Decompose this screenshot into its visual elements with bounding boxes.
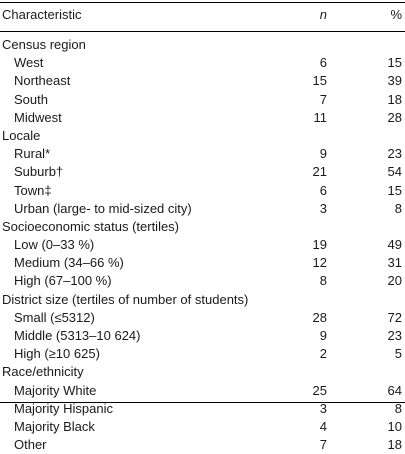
table-header-rule	[0, 31, 405, 32]
table-top-rule	[0, 2, 405, 3]
table-row	[0, 309, 405, 327]
table-row	[0, 109, 405, 127]
row-percent: 39	[387, 73, 402, 89]
row-n: 7	[319, 437, 327, 453]
row-percent: 72	[387, 309, 402, 325]
table-row	[0, 163, 405, 181]
row-label: Suburb†	[14, 164, 64, 180]
group-label: Race/ethnicity	[2, 364, 84, 380]
group-label: Locale	[2, 127, 41, 143]
row-label: Medium (34–66 %)	[14, 255, 124, 271]
row-percent: 20	[387, 273, 402, 289]
row-n: 9	[319, 146, 327, 162]
group-label: Socioeconomic status (tertiles)	[2, 218, 180, 234]
table-group-row	[0, 36, 405, 54]
table-row	[0, 182, 405, 200]
row-label: Rural*	[14, 146, 51, 162]
row-percent: 64	[387, 382, 402, 398]
row-n: 11	[313, 109, 327, 125]
table-row	[0, 200, 405, 218]
row-percent: 8	[394, 400, 402, 416]
row-percent: 18	[387, 437, 402, 453]
row-label: High (≥10 625)	[14, 346, 100, 362]
table-row	[0, 345, 405, 363]
row-n: 3	[319, 400, 327, 416]
row-n: 28	[312, 309, 327, 325]
table-header-row	[0, 7, 405, 27]
table-row	[0, 145, 405, 163]
row-label: Other	[14, 437, 47, 453]
table-row	[0, 54, 405, 72]
row-n: 2	[319, 346, 327, 362]
row-label: Majority Hispanic	[14, 400, 113, 416]
table-group-row	[0, 363, 405, 381]
row-n: 9	[319, 328, 327, 343]
row-percent: 31	[387, 255, 402, 271]
table-row	[0, 418, 405, 436]
row-percent: 49	[387, 237, 402, 253]
row-n: 8	[319, 273, 327, 289]
table-row	[0, 327, 405, 345]
row-percent: 54	[387, 164, 402, 180]
group-label: Census region	[2, 37, 86, 52]
table-body	[0, 36, 405, 454]
header-percent: %	[390, 7, 402, 22]
header-n: n	[319, 7, 327, 22]
row-n: 3	[319, 200, 327, 216]
table-row	[0, 272, 405, 290]
row-percent: 23	[387, 328, 402, 343]
row-label: Majority White	[14, 382, 97, 398]
table-bottom-rule	[0, 402, 405, 403]
row-percent: 28	[387, 109, 402, 125]
row-n: 6	[319, 55, 327, 71]
row-label: Urban (large- to mid-sized city)	[14, 200, 192, 216]
table-group-row	[0, 218, 405, 236]
row-label: Low (0–33 %)	[14, 237, 95, 253]
row-label: Middle (5313–10 624)	[14, 328, 141, 343]
table-group-row	[0, 291, 405, 309]
row-n: 25	[312, 382, 327, 398]
group-label: District size (tertiles of number of students)	[2, 291, 249, 307]
row-label: Midwest	[14, 109, 62, 125]
row-n: 12	[312, 255, 327, 271]
row-percent: 15	[387, 182, 402, 198]
row-label: South	[14, 91, 48, 107]
header-characteristic: Characteristic	[2, 7, 82, 22]
row-label: Majority Black	[14, 418, 95, 434]
row-n: 15	[312, 73, 327, 89]
row-n: 21	[312, 164, 327, 180]
table-row	[0, 91, 405, 109]
table-row	[0, 382, 405, 400]
row-percent: 23	[387, 146, 402, 162]
row-n: 19	[312, 237, 327, 253]
row-label: High (67–100 %)	[14, 273, 112, 289]
row-label: Northeast	[14, 73, 71, 89]
table-row	[0, 436, 405, 454]
table-row	[0, 236, 405, 254]
row-label: Town‡	[14, 182, 52, 198]
row-n: 4	[319, 418, 327, 434]
table-group-row	[0, 127, 405, 145]
row-percent: 15	[387, 55, 402, 71]
table-row	[0, 254, 405, 272]
row-label: West	[14, 55, 44, 71]
row-n: 7	[319, 91, 327, 107]
row-n: 6	[319, 182, 327, 198]
table-row	[0, 72, 405, 90]
row-percent: 10	[387, 418, 402, 434]
row-percent: 5	[394, 346, 402, 362]
row-percent: 18	[387, 91, 402, 107]
row-label: Small (≤5312)	[14, 309, 95, 325]
row-percent: 8	[394, 200, 402, 216]
